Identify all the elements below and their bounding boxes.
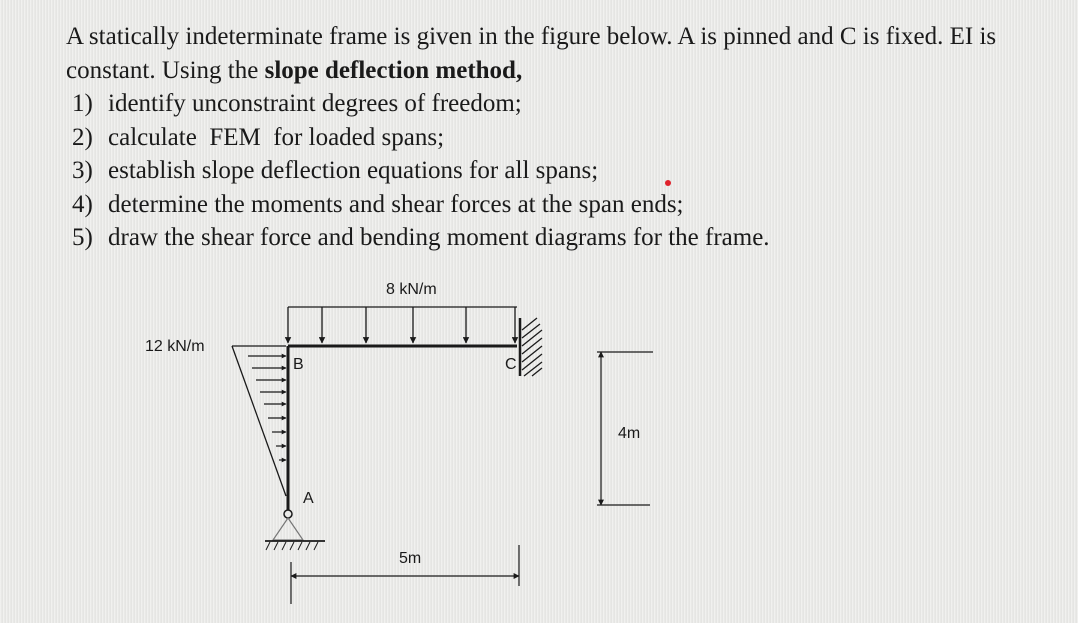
triangular-load <box>232 346 286 496</box>
step-number: 3) <box>72 157 93 184</box>
span-dimension-label: 5m <box>399 550 422 567</box>
hatch-line <box>522 330 542 346</box>
node-a-label: A <box>303 490 314 507</box>
hatch-line <box>522 354 542 370</box>
step-text: draw the shear force and bending moment diagrams for the frame. <box>108 224 770 251</box>
step-text: calculate FEM for loaded spans; <box>108 123 445 151</box>
hatch-line <box>524 362 542 376</box>
pin-triangle <box>273 518 303 540</box>
step-number: 1) <box>72 90 93 117</box>
udl-label: 8 kN/m <box>386 281 437 298</box>
pin-support-a <box>265 510 325 550</box>
hatch-line <box>522 346 542 362</box>
intro-text-2: constant. Using the <box>66 56 265 84</box>
ground-hatch <box>282 542 286 550</box>
ground-hatch <box>290 542 294 550</box>
node-c-label: C <box>505 356 517 373</box>
ground-hatch <box>306 542 310 550</box>
ground-hatch <box>266 542 270 550</box>
height-dimension-label: 4m <box>618 425 641 442</box>
hatch-line <box>522 324 540 338</box>
ground-hatch <box>314 542 318 550</box>
step-text: establish slope deflection equations for all spans; <box>108 157 599 184</box>
node-b-label: B <box>293 356 304 373</box>
intro-text-1: A statically indeterminate frame is given in the figure below. A is pinned and C is fixed. EI is <box>66 23 997 50</box>
ground-hatch <box>298 542 302 550</box>
triangular-load-label: 12 kN/m <box>145 338 205 355</box>
pin-hinge <box>284 510 292 518</box>
method-name: slope deflection method, <box>264 56 523 84</box>
step-number: 2) <box>72 123 93 151</box>
udl-load <box>288 307 517 343</box>
fixed-support-c <box>520 318 542 376</box>
hatch-line <box>522 338 542 354</box>
step-number: 4) <box>72 190 93 218</box>
step-text: determine the moments and shear forces at the span ends; <box>108 190 684 218</box>
ground-hatch <box>274 542 278 550</box>
step-number: 5) <box>72 224 93 251</box>
step-text: identify unconstraint degrees of freedom; <box>108 90 522 117</box>
